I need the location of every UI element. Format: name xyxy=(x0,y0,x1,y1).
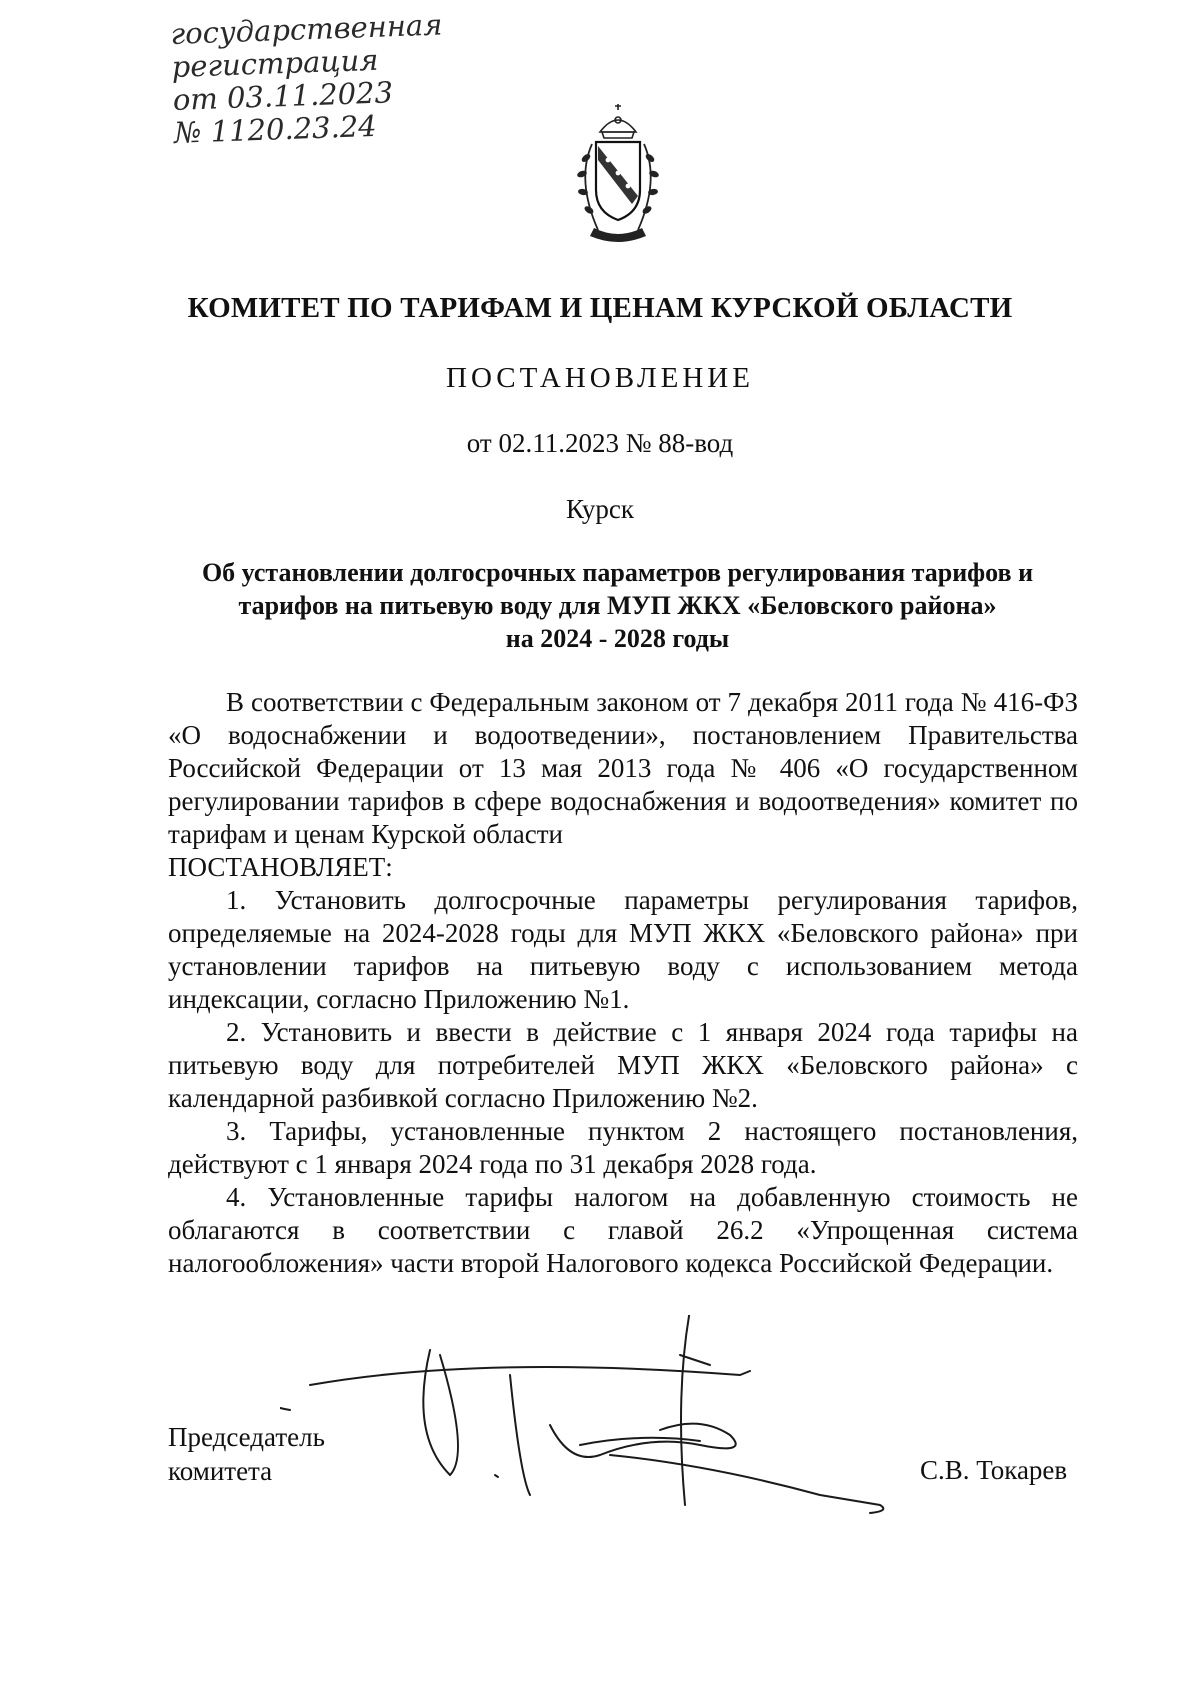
clause-4: 4. Установленные тарифы налогом на добавленную стоимость не облагаются в соответствии с главой 26.2 «Упрощенная система налогообложения» части второй Налогового кодекса Российской Федерации. xyxy=(168,1182,1078,1278)
subject-line: Об установлении долгосрочных параметров регулирования тарифов и xyxy=(201,558,1034,587)
document-city: Курск xyxy=(565,494,635,524)
signatory-position-line: Председатель xyxy=(168,1422,325,1452)
document-date-number: от 02.11.2023 № 88-вод xyxy=(466,428,734,458)
coat-of-arms-icon xyxy=(558,100,678,250)
clause-3: 3. Тарифы, установленные пунктом 2 настоящего постановления, действуют с 1 января 2024 года по 31 декабря 2028 года. xyxy=(168,1116,1078,1179)
clause-1: 1. Установить долгосрочные параметры регулирования тарифов, определяемые на 2024-2028 годы для МУП ЖКХ «Беловского района» при установлении тарифов на питьевую воду с использованием метода индексации, согласно Приложению №1. xyxy=(168,885,1078,1014)
handwritten-signature xyxy=(280,1315,940,1525)
subject-line: тарифов на питьевую воду для МУП ЖКХ «Беловского района» xyxy=(238,591,997,620)
preamble-paragraph: В соответствии с Федеральным законом от 7 декабря 2011 года № 416-ФЗ «О водоснабжении и водоотведении», постановлением Правительства Российской Федерации от 13 мая 2013 года № 406 «О государственном регулировании тарифов в сфере водоснабжения и водоотведения» комитет по тарифам и ценам Курской области xyxy=(168,687,1078,849)
resolves-heading: ПОСТАНОВЛЯЕТ: xyxy=(168,852,393,882)
document-subject xyxy=(150,556,1085,655)
registration-note-line: № 1120.23.24 xyxy=(173,108,378,150)
signatory-position-line: комитета xyxy=(168,1456,273,1486)
document-body xyxy=(168,686,1078,1280)
document-type: ПОСТАНОВЛЕНИЕ xyxy=(446,362,754,394)
subject-line: на 2024 - 2028 годы xyxy=(505,624,730,653)
signatory-name: С.В. Токарев xyxy=(920,1455,1068,1485)
clause-2: 2. Установить и ввести в действие с 1 января 2024 года тарифы на питьевую воду для потребителей МУП ЖКХ «Беловского района» с календарной разбивкой согласно Приложению №2. xyxy=(168,1017,1078,1113)
signatory-position xyxy=(168,1420,325,1488)
registration-note-line: государственная xyxy=(169,7,443,51)
registration-note-line: регистрация xyxy=(171,42,379,84)
handwritten-registration-note xyxy=(170,8,474,150)
organization-title: КОМИТЕТ ПО ТАРИФАМ И ЦЕНАМ КУРСКОЙ ОБЛАСТИ xyxy=(187,292,1013,324)
registration-note-line: от 03.11.2023 xyxy=(172,75,394,117)
